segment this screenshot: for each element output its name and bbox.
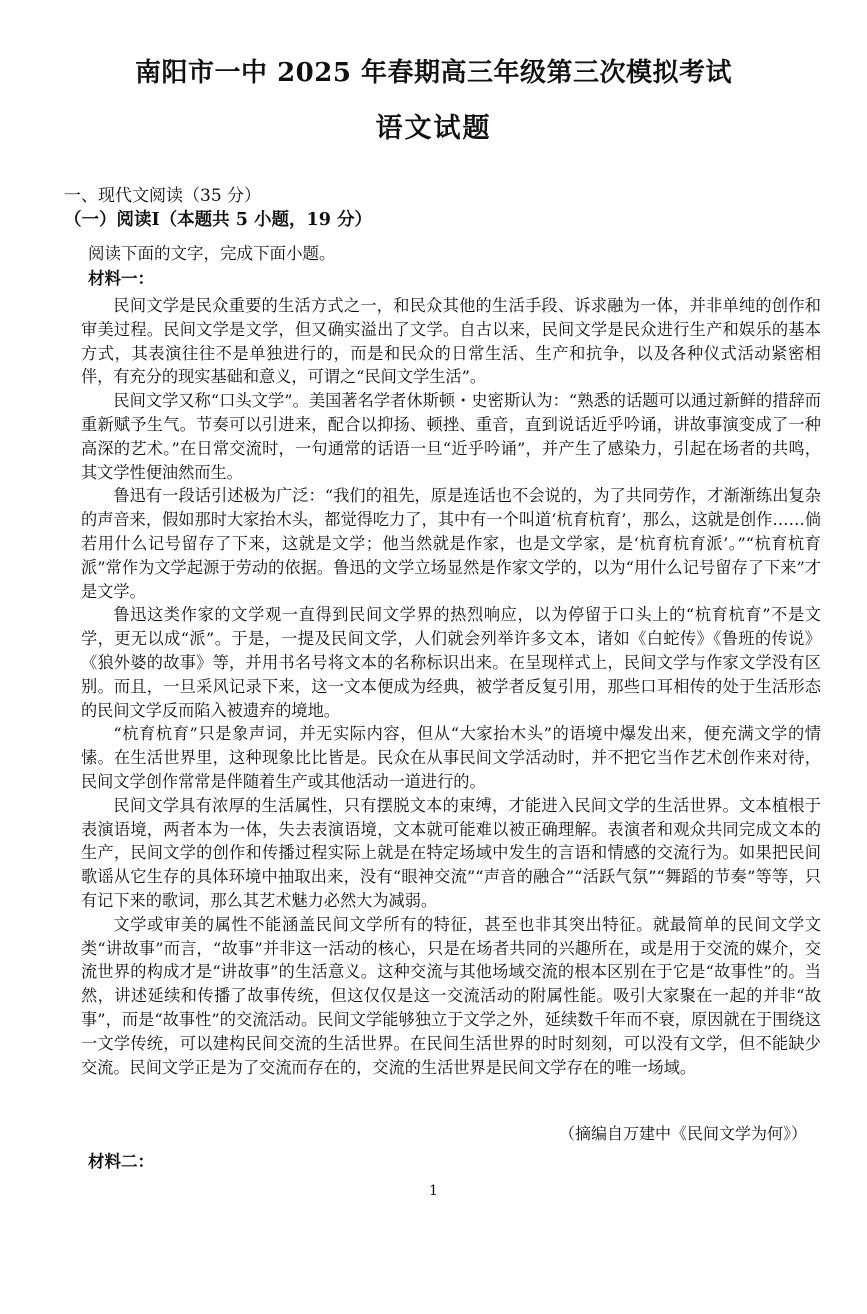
paragraph: 民间文学是民众重要的生活方式之一，和民众其他的生活手段、诉求融为一体，并非单纯的创作和审美过程。民间文学是文学，但又确实溢出了文学。自古以来，民间文学是民众进行生产和娱乐的基本方式，其表演往往不是单独进行的，而是和民众的日常生活、生产和抗争，以及各种仪式活动紧密相伴，有充分的现实基础和意义，可谓之“民间文学生活”。 (81, 296, 821, 387)
paragraph: “杭育杭育”只是象声词，并无实际内容，但从“大家抬木头”的语境中爆发出来，便充满文学的情愫。在生活世界里，这种现象比比皆是。民众在从事民间文学活动时，并不把它当作艺术创作来对待，民间文学创作常常是伴随着生产或其他活动一道进行的。 (81, 724, 821, 791)
paragraph: 鲁迅有一段话引述极为广泛：“我们的祖先，原是连话也不会说的，为了共同劳作，才渐渐练出复杂的声音来，假如那时大家抬木头，都觉得吃力了，其中有一个叫道‘杭育杭育’，那么，这就是创作……倘若用什么记号留存了下来，这就是文学；他当然就是作家，也是文学家，是‘杭育杭育派’。”“杭育杭育派”常作为文学起源于劳动的依据。鲁迅的文学立场显然是作家文学的，以为“用什么记号留存了下来”才是文学。 (81, 486, 821, 601)
paragraph: 民间文学具有浓厚的生活属性，只有摆脱文本的束缚，才能进入民间文学的生活世界。文本植根于表演语境，两者本为一体，失去表演语境，文本就可能难以被正确理解。表演者和观众共同完成文本的生产，民间文学的创作和传播过程实际上就是在特定场域中发生的言语和情感的交流行为。如果把民间歌谣从它生存的具体环境中抽取出来，没有“眼神交流”“声音的融合”“活跃气氛”“舞蹈的节奏”等等，只有记下来的歌词，那么其艺术魅力必然大为减弱。 (81, 795, 821, 910)
exam-title: 南阳市一中 2025 年春期高三年级第三次模拟考试 (135, 58, 732, 88)
part-heading: （一）阅读Ⅰ（本题共 5 小题，19 分） (64, 210, 372, 230)
paragraph: 鲁迅这类作家的文学观一直得到民间文学界的热烈响应，以为停留于口头上的“杭育杭育”不是文学，更无以成“派”。于是，一提及民间文学，人们就会列举许多文本，诸如《白蛇传》《鲁班的传说》《狼外婆的故事》等，并用书名号将文本的名称标识出来。在呈现样式上，民间文学与作家文学没有区别。而且，一旦采风记录下来，这一文本便成为经典，被学者反复引用，那些口耳相传的处于生活形态的民间文学反而陷入被遗弃的境地。 (81, 605, 821, 720)
material-1-source: （摘编自万建中《民间文学为何》） (558, 1124, 807, 1143)
material-2-label: 材料二： (88, 1152, 154, 1171)
material-1-text (81, 294, 821, 1079)
reading-instruction: 阅读下面的文字，完成下面小题。 (88, 244, 336, 263)
section-heading: 一、现代文阅读（35 分） (64, 186, 262, 206)
paragraph: 民间文学又称“口头文学”。美国著名学者休斯顿・史密斯认为：“熟悉的话题可以通过新鲜的措辞而重新赋予生气。节奏可以引进来，配合以抑扬、顿挫、重音，直到说话近乎吟诵，讲故事演变成了一种高深的艺术。”在日常交流时，一句通常的话语一旦“近乎吟诵”，并产生了感染力，引起在场者的共鸣，其文学性便油然而生。 (81, 391, 821, 482)
material-1-label: 材料一： (88, 269, 154, 288)
exam-subtitle: 语文试题 (375, 113, 492, 144)
page-number: 1 (429, 1183, 438, 1199)
paragraph: 文学或审美的属性不能涵盖民间文学所有的特征，甚至也非其突出特征。就最简单的民间文学文类“讲故事”而言，“故事”并非这一活动的核心，只是在场者共同的兴趣所在，或是用于交流的媒介，交流世界的构成才是“讲故事”的生活意义。这种交流与其他场域交流的根本区别在于它是“故事性”的。当然，讲述延续和传播了故事传统，但这仅仅是这一交流活动的附属性能。吸引大家聚在一起的并非“故事”，而是“故事性”的交流活动。民间文学能够独立于文学之外，延续数千年而不衰，原因就在于围绕这一文学传统，可以建构民间交流的生活世界。在民间生活世界的时时刻刻，可以没有文学，但不能缺少交流。民间文学正是为了交流而存在的，交流的生活世界是民间文学存在的唯一场域。 (81, 914, 821, 1077)
